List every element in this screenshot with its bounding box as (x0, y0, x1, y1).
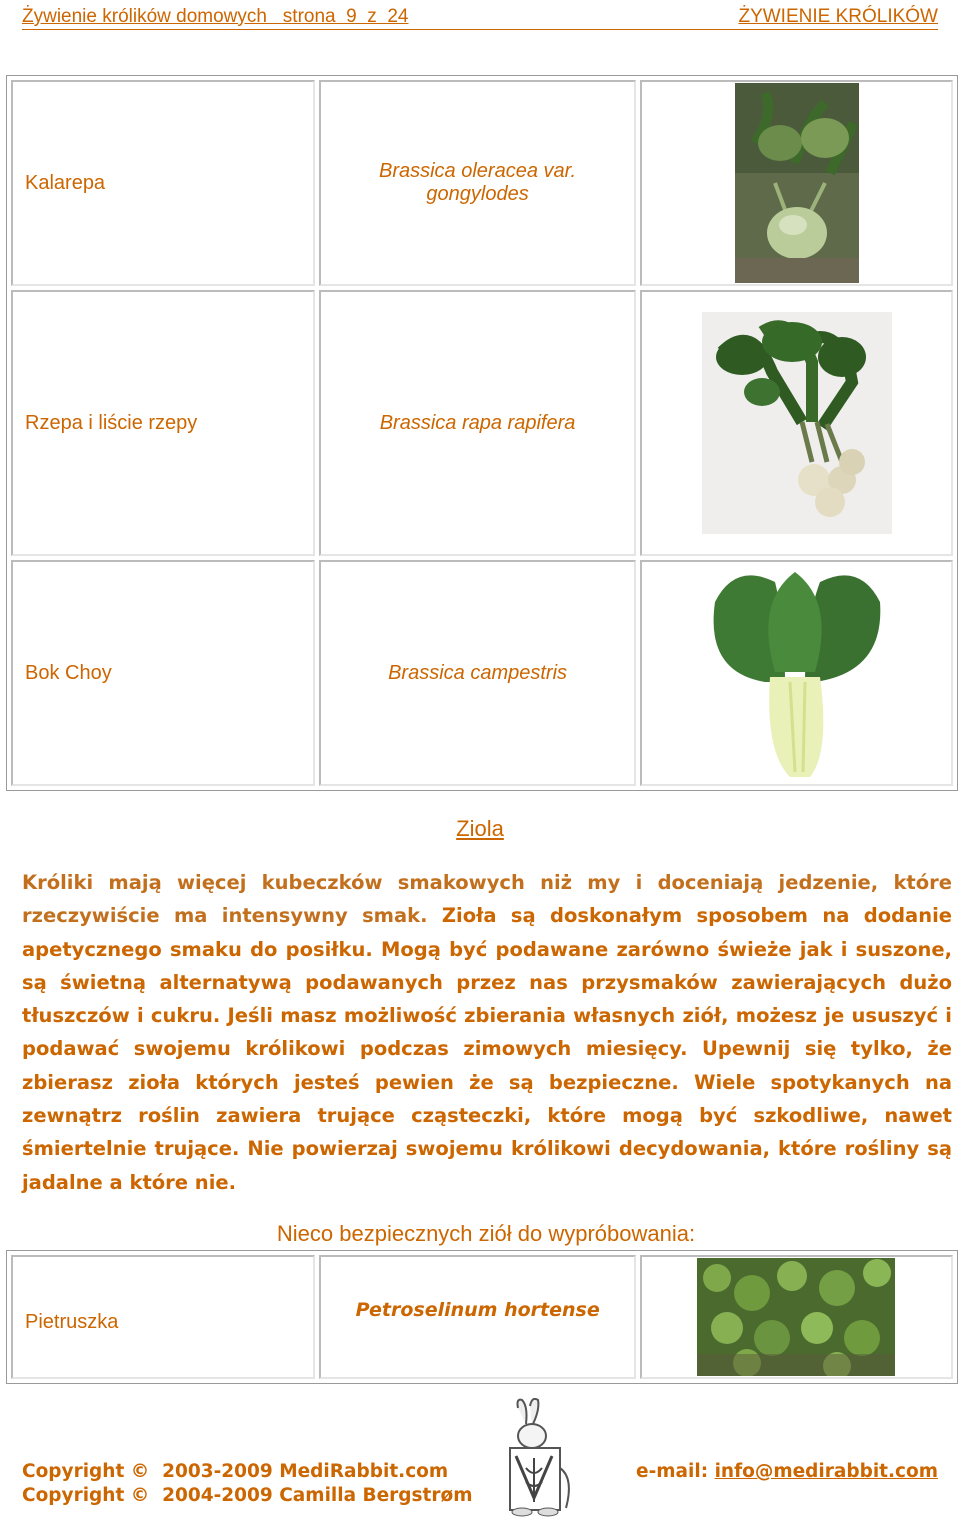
plant-latin-name: Brassica oleracea var. gongylodes (319, 80, 636, 286)
plant-name: Bok Choy (11, 560, 315, 786)
copyright-line-2: Copyright © 2004-2009 Camilla Bergstrøm (22, 1485, 473, 1506)
herbs-table (6, 1250, 958, 1384)
page-header (22, 4, 938, 30)
email-label: e-mail: (636, 1461, 715, 1482)
paragraph-main: Zioła są doskonałym sposobem na dodanie apetycznego smaku do posiłku. Mogą być podawane zarówno świeże jak i suszone, są świetną alternatywą podawanych przez nas przysmaków zawierających dużo tłuszczów i cukru. Jeśli masz możliwość zbierania własnych ziół, możesz je ususzyć i podawać swojemu królikowi podczas zimowych miesięcy. Upewnij się tylko, że zbierasz zioła których jesteś pewien że są bezpieczne. Wiele spotykanych na zewnątrz roślin zawiera trujące cząsteczki, które mogą być szkodliwe, nawet śmiertelnie trujące. Nie powierzaj swojemu królikowi decydowania, które rośliny są jadalne a które nie. (22, 904, 953, 1194)
herb-latin-name: Petroselinum hortense (319, 1255, 636, 1379)
parsley-photo (640, 1255, 953, 1379)
herbs-subheading: Nieco bezpiecznych ziół do wypróbowania: (276, 1221, 696, 1246)
plant-name: Kalarepa (11, 80, 315, 286)
header-section-title: ŻYWIENIE KRÓLIKÓW (738, 6, 938, 27)
turnip-photo (640, 290, 953, 556)
herb-name: Pietruszka (11, 1255, 315, 1379)
table-row (11, 560, 953, 786)
table-row (11, 80, 953, 286)
paragraph-intro: Króliki mają więcej kubeczków smakowych niż my i doceniają jedzenie, które rzeczywiście ma intensywny smak. (22, 871, 952, 928)
herbs-paragraph (22, 866, 952, 1199)
section-title: Ziola (456, 816, 504, 841)
kohlrabi-photo (640, 80, 953, 286)
vegetable-table (6, 75, 958, 791)
email-link[interactable]: info@medirabbit.com (714, 1461, 938, 1482)
email-contact (636, 1460, 938, 1484)
table-row (11, 290, 953, 556)
copyright-line-1: Copyright © 2003-2009 MediRabbit.com (22, 1461, 449, 1482)
header-page-info: Żywienie królików domowych strona 9 z 24 (22, 6, 409, 27)
table-row (11, 1255, 953, 1379)
plant-latin-name: Brassica rapa rapifera (319, 290, 636, 556)
plant-name: Rzepa i liście rzepy (11, 290, 315, 556)
page-footer (22, 1460, 938, 1508)
plant-latin-name: Brassica campestris (319, 560, 636, 786)
bok-choy-photo (640, 560, 953, 786)
